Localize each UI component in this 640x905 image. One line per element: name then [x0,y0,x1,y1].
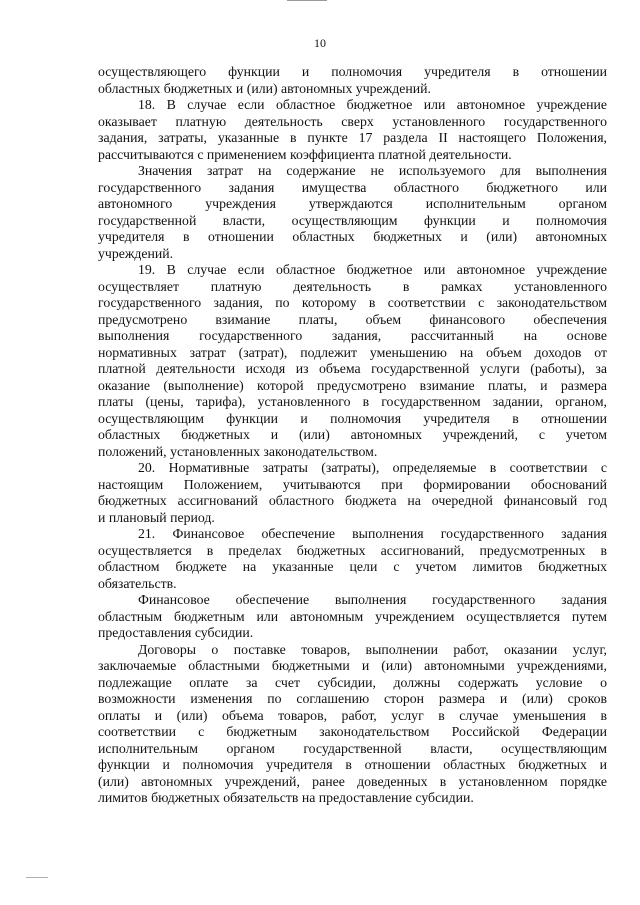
text-line: нормативных затрат (затрат), подлежит уменьшению на объем доходов от [98,344,607,360]
text-line: осуществляющего функции и полномочия учредителя в отношении [98,64,607,79]
text-line: исполнительным органом государственной власти, осуществляющим [98,740,607,756]
text-line: настоящим Положением, учитываются при формировании обоснований [98,476,607,492]
text-line: учреждений. [98,245,174,261]
text-line: осуществляет платную деятельность в рамках установленного [98,278,607,294]
text-line: осуществляющим функции и полномочия учредителя в отношении [98,410,607,426]
text-line: задания, затраты, указанные в пункте 17 раздела II настоящего Положения, [98,130,607,145]
text-line: учредителя в отношении областных бюджетных и (или) автономных [98,229,607,244]
text-line: Значения затрат на содержание не используемого для выполнения [138,163,607,178]
text-line: обязательств. [98,575,177,591]
document-body [98,64,607,807]
text-line: государственного задания, по которому в соответствии с законодательством [98,295,607,310]
text-line: подлежащие оплате за счет субсидии, должны содержать условие о [98,674,607,690]
text-line: платы (цены, тарифа), установленного в государственном задании, органом, [98,394,607,409]
text-line: функции и полномочия учредителя в отношении областных бюджетных и [98,757,607,772]
text-line: положений, установленных законодательством. [98,443,378,459]
text-line: выполнения государственного задания, рассчитанный на основе [98,328,607,343]
text-line: возможности изменения по соглашению сторон размера и (или) сроков [98,691,607,706]
text-line: 19. В случае если областное бюджетное или автономное учреждение [138,262,607,277]
text-line: заключаемые областными бюджетными и (или) автономными учреждениями, [98,658,607,673]
text-line: бюджетных ассигнований областного бюджета на очередной финансовый год [98,493,607,508]
text-line: автономного учреждения утверждаются исполнительным органом [98,196,607,211]
bottom-scan-mark [26,877,48,878]
text-line: областным бюджетным или автономным учреждением осуществляется путем [98,608,607,624]
text-line: 18. В случае если областное бюджетное или автономное учреждение [138,97,607,112]
text-line: Договоры о поставке товаров, выполнении работ, оказании услуг, [138,641,607,657]
text-line: 21. Финансовое обеспечение выполнения государственного задания [138,526,607,541]
text-line: областных бюджетных и (или) автономных учреждений, с учетом [98,427,607,442]
text-line: платной деятельности исходя из объема государственной услуги (работы), за [98,361,607,376]
page-number: 10 [314,36,326,50]
text-line: (или) автономных учреждений, ранее доведенных в установленном порядке [98,773,607,789]
text-line: областных бюджетных и (или) автономных учреждений. [98,80,431,96]
text-line: соответствии с бюджетным законодательством Российской Федерации [98,724,607,739]
text-line: областном бюджете на указанные цели с учетом лимитов бюджетных [98,559,607,574]
text-line: предусмотрено взимание платы, объем финансового обеспечения [98,311,607,327]
text-line: рассчитываются с применением коэффициента платной деятельности. [98,146,512,162]
text-line: осуществляется в пределах бюджетных ассигнований, предусмотренных в [98,542,607,558]
text-line: предоставления субсидии. [98,625,254,640]
top-scan-mark [287,0,327,1]
text-line: оказание (выполнение) которой предусмотрено взимание платы, и размера [98,377,607,393]
text-line: и плановый период. [98,509,215,525]
text-line: оплаты и (или) объема товаров, работ, услуг в случае уменьшения в [98,707,607,723]
text-line: лимитов бюджетных обязательств на предоставление субсидии. [98,790,474,805]
text-line: Финансовое обеспечение выполнения государственного задания [138,592,607,607]
text-line: государственного задания имущества областного бюджетного или [98,179,607,195]
text-line: государственной власти, осуществляющим функции и полномочия [98,212,607,228]
text-line: 20. Нормативные затраты (затраты), определяемые в соответствии с [138,460,607,475]
text-line: оказывает платную деятельность сверх установленного государственного [98,113,607,129]
